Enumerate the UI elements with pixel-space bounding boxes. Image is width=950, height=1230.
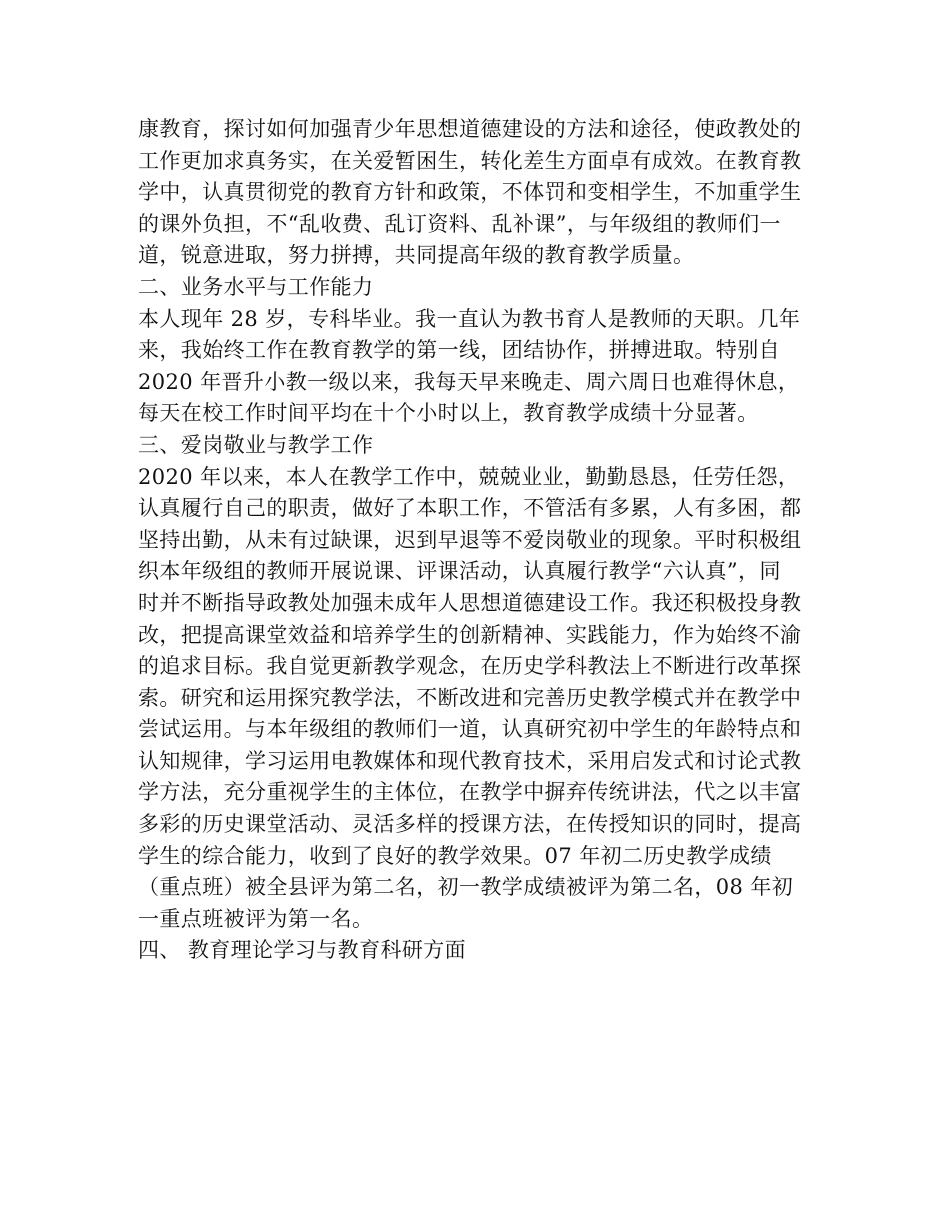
text-line-8: 来，我始终工作在教育教学的第一线，团结协作，拼搏进取。特别自 bbox=[138, 338, 780, 363]
document-body bbox=[138, 114, 814, 967]
text-line-21: 认知规律，学习运用电教媒体和现代教育技术，采用启发式和讨论式教 bbox=[138, 748, 802, 773]
text-line-23: 多彩的历史课堂活动、灵活多样的授课方法，在传授知识的同时，提高 bbox=[138, 812, 802, 837]
text-line-19: 索。研究和运用探究教学法，不断改进和完善历史教学模式并在教学中 bbox=[138, 685, 802, 710]
text-line-16: 时并不断指导政教处加强未成年人思想道德建设工作。我还积极投身教 bbox=[138, 590, 802, 615]
text-line-22: 学方法，充分重视学生的主体位，在教学中摒弃传统讲法，代之以丰富 bbox=[138, 780, 802, 805]
text-line-12: 2020 年以来，本人在教学工作中，兢兢业业，勤勤恳恳，任劳任怨， bbox=[138, 464, 800, 489]
text-line-5: 道，锐意进取，努力拼搏，共同提高年级的教育教学质量。 bbox=[138, 243, 695, 268]
text-line-26: 一重点班被评为第一名。 bbox=[138, 906, 374, 931]
text-line-7: 本人现年 28 岁，专科毕业。我一直认为教书育人是教师的天职。几年 bbox=[138, 306, 801, 331]
text-line-25: （重点班）被全县评为第二名，初一教学成绩被评为第二名，08 年初 bbox=[138, 875, 794, 900]
text-line-1: 康教育，探讨如何加强青少年思想道德建设的方法和途径，使政教处的 bbox=[138, 117, 802, 141]
text-line-3: 学中，认真贯彻党的教育方针和政策，不体罚和变相学生，不加重学生 bbox=[138, 180, 802, 205]
text-line-17: 改，把提高课堂效益和培养学生的创新精神、实践能力，作为始终不渝 bbox=[138, 622, 802, 647]
text-line-4: 的课外负担，不“乱收费、乱订资料、乱补课”，与年级组的教师们一 bbox=[138, 211, 781, 236]
section-heading-4: 四、 教育理论学习与教育科研方面 bbox=[138, 938, 467, 963]
text-line-10: 每天在校工作时间平均在十个小时以上，教育教学成绩十分显著。 bbox=[138, 401, 759, 426]
section-heading-2: 二、业务水平与工作能力 bbox=[138, 274, 374, 299]
section-heading-3: 三、爱岗敬业与教学工作 bbox=[138, 432, 374, 457]
text-line-14: 坚持出勤，从未有过缺课，迟到早退等不爱岗敬业的现象。平时积极组 bbox=[138, 527, 802, 552]
text-line-9: 2020 年晋升小教一级以来，我每天早来晚走、周六周日也难得休息， bbox=[138, 369, 800, 394]
text-line-15: 织本年级组的教师开展说课、评课活动，认真履行教学“六认真”，同 bbox=[138, 559, 781, 584]
text-line-24: 学生的综合能力，收到了良好的教学效果。07 年初二历史教学成绩 bbox=[138, 843, 772, 868]
text-line-20: 尝试运用。与本年级组的教师们一道，认真研究初中学生的年龄特点和 bbox=[138, 717, 802, 742]
text-line-2: 工作更加求真务实，在关爱暂困生，转化差生方面卓有成效。在教育教 bbox=[138, 148, 802, 173]
text-line-13: 认真履行自己的职责，做好了本职工作，不管活有多累，人有多困，都 bbox=[138, 496, 802, 521]
text-line-18: 的追求目标。我自觉更新教学观念，在历史学科教法上不断进行改革探 bbox=[138, 654, 802, 679]
